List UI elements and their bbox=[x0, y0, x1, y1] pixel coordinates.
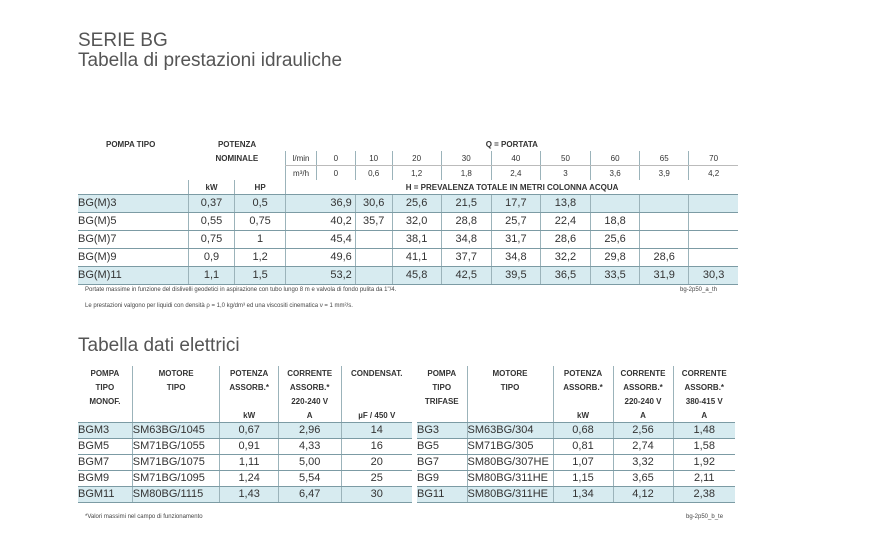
head-value: 37,7 bbox=[441, 249, 491, 267]
head-value bbox=[689, 195, 738, 213]
power-kw: 0,68 bbox=[553, 423, 613, 439]
head-value bbox=[640, 231, 689, 249]
current-a: 4,12 bbox=[613, 487, 673, 503]
head-label: H = PREVALENZA TOTALE IN METRI COLONNA ACQUA bbox=[286, 180, 738, 195]
power-kw: 0,81 bbox=[553, 439, 613, 455]
pump-name: BGM11 bbox=[78, 487, 132, 503]
performance-code: bg-2p50_a_th bbox=[680, 287, 718, 293]
head-value bbox=[355, 267, 392, 285]
current-a: 4,33 bbox=[278, 439, 341, 455]
table-row bbox=[78, 471, 412, 487]
head-value: 45,4 bbox=[286, 231, 356, 249]
col-current2-header: CORRENTE bbox=[673, 366, 735, 380]
head-value: 21,5 bbox=[441, 195, 491, 213]
col-current-header: CORRENTE bbox=[278, 366, 341, 380]
table-row bbox=[417, 487, 735, 503]
power-kw: 0,55 bbox=[189, 213, 235, 231]
table-row bbox=[78, 439, 412, 455]
head-value: 35,7 bbox=[355, 213, 392, 231]
col-current-voltage: 220-240 V bbox=[278, 394, 341, 408]
flow-m3h: 2,4 bbox=[491, 166, 540, 181]
power-kw: 0,91 bbox=[220, 439, 278, 455]
col-power-header: POTENZA bbox=[217, 139, 257, 149]
head-value: 17,7 bbox=[491, 195, 540, 213]
col-power-header-2: ASSORB.* bbox=[220, 380, 278, 394]
flow-m3h: 3,6 bbox=[591, 166, 640, 181]
motor-type: SM71BG/1055 bbox=[132, 439, 220, 455]
flow-lmin: 65 bbox=[640, 151, 689, 166]
unit-kw: kW bbox=[553, 408, 613, 423]
power-kw: 1,07 bbox=[553, 455, 613, 471]
col-current-header-2: ASSORB.* bbox=[278, 380, 341, 394]
motor-type: SM80BG/307HE bbox=[467, 455, 553, 471]
col-current2-header-2: ASSORB.* bbox=[673, 380, 735, 394]
power-hp: 1 bbox=[235, 231, 286, 249]
power-hp: 0,5 bbox=[235, 195, 286, 213]
head-value: 49,6 bbox=[286, 249, 356, 267]
electric-title: Tabella dati elettrici bbox=[78, 335, 240, 356]
head-value: 31,7 bbox=[491, 231, 540, 249]
performance-table bbox=[78, 137, 738, 285]
col-motor-header-2: TIPO bbox=[467, 380, 553, 394]
power-hp: 1,5 bbox=[235, 267, 286, 285]
capacitor: 25 bbox=[341, 471, 412, 487]
col-pump-header: POMPA TIPO bbox=[106, 139, 156, 149]
table-row bbox=[78, 231, 738, 249]
motor-type: SM71BG/1075 bbox=[132, 455, 220, 471]
pump-name: BGM5 bbox=[78, 439, 132, 455]
pump-name: BG(M)5 bbox=[78, 213, 189, 231]
head-value: 34,8 bbox=[441, 231, 491, 249]
current-a: 5,54 bbox=[278, 471, 341, 487]
pump-name: BG(M)3 bbox=[78, 195, 189, 213]
capacitor: 30 bbox=[341, 487, 412, 503]
head-value: 25,7 bbox=[491, 213, 540, 231]
motor-type: SM71BG/1095 bbox=[132, 471, 220, 487]
head-value bbox=[640, 195, 689, 213]
power-kw: 0,75 bbox=[189, 231, 235, 249]
unit-a: A bbox=[613, 408, 673, 423]
table-row bbox=[78, 213, 738, 231]
motor-type: SM80BG/311HE bbox=[467, 487, 553, 503]
capacitor: 16 bbox=[341, 439, 412, 455]
unit-a: A bbox=[278, 408, 341, 423]
motor-type: SM71BG/305 bbox=[467, 439, 553, 455]
flow-lmin: 10 bbox=[355, 151, 392, 166]
capacitor: 14 bbox=[341, 423, 412, 439]
flow-lmin: 20 bbox=[392, 151, 441, 166]
head-value: 32,2 bbox=[540, 249, 590, 267]
flow-lmin: 0 bbox=[316, 151, 355, 166]
current-a: 2,56 bbox=[613, 423, 673, 439]
col-cond-header: CONDENSAT. bbox=[341, 366, 412, 380]
motor-type: SM63BG/1045 bbox=[132, 423, 220, 439]
pump-name: BG(M)9 bbox=[78, 249, 189, 267]
head-value bbox=[689, 231, 738, 249]
head-value: 13,8 bbox=[540, 195, 590, 213]
power-kw: 0,9 bbox=[189, 249, 235, 267]
power-hp: 1,2 bbox=[235, 249, 286, 267]
table-row bbox=[78, 267, 738, 285]
unit-a-2: A bbox=[673, 408, 735, 423]
electric-tri-table bbox=[417, 366, 735, 503]
flow-m3h: 0 bbox=[316, 166, 355, 181]
table-row bbox=[78, 487, 412, 503]
head-value: 28,8 bbox=[441, 213, 491, 231]
unit-kw: kW bbox=[220, 408, 278, 423]
current-a-2: 1,48 bbox=[673, 423, 735, 439]
current-a: 6,47 bbox=[278, 487, 341, 503]
head-value: 40,2 bbox=[286, 213, 356, 231]
col-flow-header: Q = PORTATA bbox=[485, 139, 538, 149]
performance-note-2: Le prestazioni valgono per liquidi con densità ρ = 1,0 kg/dm³ ed una viscositi cinematica ν = 1 mm²/s. bbox=[85, 303, 353, 309]
head-value bbox=[689, 213, 738, 231]
head-value: 34,8 bbox=[491, 249, 540, 267]
pump-name: BGM7 bbox=[78, 455, 132, 471]
current-a: 5,00 bbox=[278, 455, 341, 471]
flow-lmin: 40 bbox=[491, 151, 540, 166]
pump-name: BGM9 bbox=[78, 471, 132, 487]
col-current-header-2: ASSORB.* bbox=[613, 380, 673, 394]
table-row bbox=[417, 471, 735, 487]
pump-name: BG9 bbox=[417, 471, 467, 487]
col-pump-header: POMPA bbox=[427, 368, 457, 378]
pump-name: BG(M)7 bbox=[78, 231, 189, 249]
motor-type: SM80BG/1115 bbox=[132, 487, 220, 503]
pump-name: BG11 bbox=[417, 487, 467, 503]
head-value bbox=[640, 213, 689, 231]
current-a: 3,65 bbox=[613, 471, 673, 487]
col-motor-header-2: TIPO bbox=[132, 380, 220, 394]
current-a-2: 2,11 bbox=[673, 471, 735, 487]
capacitor: 20 bbox=[341, 455, 412, 471]
col-power-header: POTENZA bbox=[220, 366, 278, 380]
table-row bbox=[78, 455, 412, 471]
flow-lmin: 50 bbox=[540, 151, 590, 166]
power-kw: 1,11 bbox=[220, 455, 278, 471]
table-row bbox=[78, 195, 738, 213]
col-current-header: CORRENTE bbox=[613, 366, 673, 380]
performance-note-1: Portate massime in funzione del dislivelli geodetici in aspirazione con tubo lungo 8 m e valvola di fondo pulita da 1"/4. bbox=[85, 287, 397, 293]
power-kw: 1,34 bbox=[553, 487, 613, 503]
power-kw: 0,37 bbox=[189, 195, 235, 213]
head-value: 18,8 bbox=[591, 213, 640, 231]
col-motor-header: MOTORE bbox=[467, 366, 553, 380]
flow-m3h: 1,2 bbox=[392, 166, 441, 181]
head-value: 36,9 bbox=[286, 195, 356, 213]
current-a-2: 2,38 bbox=[673, 487, 735, 503]
col-pump-header-2: TIPO bbox=[432, 382, 452, 392]
flow-lmin: 70 bbox=[689, 151, 738, 166]
head-value: 41,1 bbox=[392, 249, 441, 267]
col-power-header-2: ASSORB.* bbox=[553, 380, 613, 394]
power-kw: 1,43 bbox=[220, 487, 278, 503]
flow-lmin: 60 bbox=[591, 151, 640, 166]
pump-name: BG(M)11 bbox=[78, 267, 189, 285]
electric-code: bg-2p50_b_te bbox=[686, 514, 724, 520]
head-value: 22,4 bbox=[540, 213, 590, 231]
unit-uf: µF / 450 V bbox=[341, 408, 412, 423]
motor-type: SM63BG/304 bbox=[467, 423, 553, 439]
col-pump-header-3: MONOF. bbox=[89, 396, 121, 406]
head-value bbox=[689, 249, 738, 267]
head-value: 32,0 bbox=[392, 213, 441, 231]
head-value: 30,6 bbox=[355, 195, 392, 213]
flow-m3h: 3 bbox=[540, 166, 590, 181]
table-row bbox=[78, 249, 738, 267]
col-current2-voltage: 380-415 V bbox=[673, 394, 735, 408]
col-pump-header: POMPA bbox=[90, 368, 120, 378]
flow-m3h: 0,6 bbox=[355, 166, 392, 181]
col-current-voltage: 220-240 V bbox=[613, 394, 673, 408]
head-value: 25,6 bbox=[591, 231, 640, 249]
head-value bbox=[591, 195, 640, 213]
head-value: 36,5 bbox=[540, 267, 590, 285]
current-a: 2,74 bbox=[613, 439, 673, 455]
head-value: 31,9 bbox=[640, 267, 689, 285]
flow-m3h: 1,8 bbox=[441, 166, 491, 181]
power-hp: 0,75 bbox=[235, 213, 286, 231]
pump-name: BGM3 bbox=[78, 423, 132, 439]
electric-footnote: *Valori massimi nel campo di funzionamento bbox=[85, 514, 203, 520]
power-kw: 1,15 bbox=[553, 471, 613, 487]
head-value: 33,5 bbox=[591, 267, 640, 285]
pump-name: BG7 bbox=[417, 455, 467, 471]
power-kw: 1,24 bbox=[220, 471, 278, 487]
unit-kw: kW bbox=[189, 180, 235, 195]
series-title: SERIE BG bbox=[78, 30, 168, 51]
head-value: 28,6 bbox=[540, 231, 590, 249]
head-value: 25,6 bbox=[392, 195, 441, 213]
table-row bbox=[417, 455, 735, 471]
col-pump-header-3: TRIFASE bbox=[424, 396, 459, 406]
motor-type: SM80BG/311HE bbox=[467, 471, 553, 487]
unit-m3h: m³/h bbox=[286, 166, 317, 181]
performance-title: Tabella di prestazioni idrauliche bbox=[78, 50, 343, 71]
col-motor-header: MOTORE bbox=[132, 366, 220, 380]
head-value bbox=[355, 231, 392, 249]
head-value: 38,1 bbox=[392, 231, 441, 249]
head-value: 28,6 bbox=[640, 249, 689, 267]
head-value: 53,2 bbox=[286, 267, 356, 285]
table-row bbox=[417, 423, 735, 439]
head-value: 39,5 bbox=[491, 267, 540, 285]
head-value: 45,8 bbox=[392, 267, 441, 285]
flow-m3h: 4,2 bbox=[689, 166, 738, 181]
current-a: 3,32 bbox=[613, 455, 673, 471]
pump-name: BG3 bbox=[417, 423, 467, 439]
head-value bbox=[355, 249, 392, 267]
current-a-2: 1,92 bbox=[673, 455, 735, 471]
unit-hp: HP bbox=[235, 180, 286, 195]
current-a-2: 1,58 bbox=[673, 439, 735, 455]
power-kw: 1,1 bbox=[189, 267, 235, 285]
pump-name: BG5 bbox=[417, 439, 467, 455]
power-kw: 0,67 bbox=[220, 423, 278, 439]
head-value: 30,3 bbox=[689, 267, 738, 285]
electric-mono-table bbox=[78, 366, 412, 503]
flow-m3h: 3,9 bbox=[640, 166, 689, 181]
col-power-header-2: NOMINALE bbox=[215, 153, 259, 163]
col-power-header: POTENZA bbox=[553, 366, 613, 380]
unit-lmin: l/min bbox=[286, 151, 317, 166]
table-row bbox=[417, 439, 735, 455]
head-value: 42,5 bbox=[441, 267, 491, 285]
head-value: 29,8 bbox=[591, 249, 640, 267]
table-row bbox=[78, 423, 412, 439]
current-a: 2,96 bbox=[278, 423, 341, 439]
flow-lmin: 30 bbox=[441, 151, 491, 166]
col-pump-header-2: TIPO bbox=[95, 382, 115, 392]
